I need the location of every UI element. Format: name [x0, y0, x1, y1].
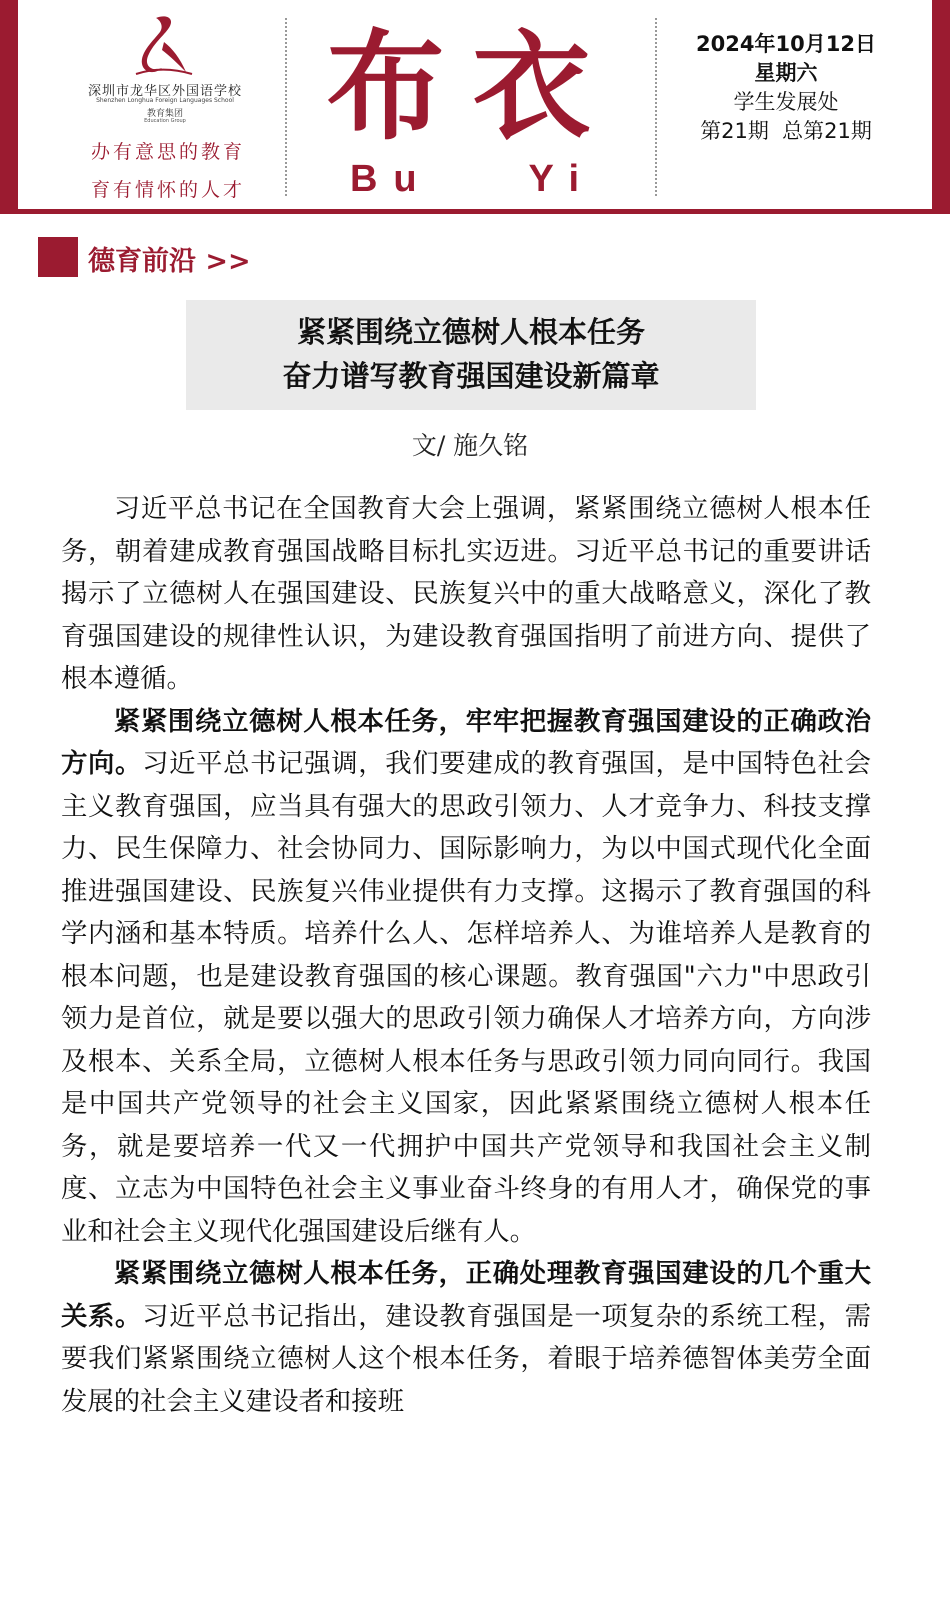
headline-line-1: 紧紧围绕立德树人根本任务: [296, 315, 645, 349]
masthead-right-bar: [932, 0, 950, 214]
issue-weekday: 星期六: [754, 61, 818, 85]
group-name: 教育集团: [146, 109, 183, 119]
paragraph-2-body: 习近平总书记强调，我们要建成的教育强国，是中国特色社会主义教育强国，应当具有强大的思政引领力、人才竞争力、科技支撑力、民生保障力、社会协同力、国际影响力，为以中国式现代化全面推进强国建设、民族复兴伟业提供有力支撑。这揭示了教育强国的科学内涵和基本特质。培养什么人、怎样培养人、为谁培养人是教育的根本问题，也是建设教育强国的核心课题。教育强国"六力"中思政引领力是首位，就是要以强大的思政引领力确保人才培养方向，方向涉及根本、关系全局，立德树人根本任务与思政引领力同向同行。我国是中国共产党领导的社会主义国家，因此紧紧围绕立德树人根本任务，就是要培养一代又一代拥护中国共产党领导和我国社会主义制度、立志为中国特色社会主义事业奋斗终身的有用人才，确保党的事业和社会主义现代化强国建设后继有人。: [61, 748, 872, 1247]
issue-date: 2024年10月12日: [696, 32, 876, 56]
section-marker: [38, 237, 78, 277]
school-logo-icon: [126, 12, 198, 80]
newsletter-title-en: Bu Yi: [349, 158, 596, 200]
masthead-divider-left: [285, 18, 287, 196]
masthead-bottom-rule: [0, 209, 950, 214]
issue-department: 学生发展处: [733, 90, 839, 114]
motto-line-2: 育有情怀的人才: [90, 179, 245, 201]
paragraph-1: 习近平总书记在全国教育大会上强调，紧紧围绕立德树人根本任务，朝着建成教育强国战略目标扎实迈进。习近平总书记的重要讲话揭示了立德树人在强国建设、民族复兴中的重大战略意义，深化了教育强国建设的规律性认识，为建设教育强国指明了前进方向、提供了根本遵循。: [61, 493, 871, 694]
paragraph-2: [61, 701, 871, 1254]
headline-box: [186, 300, 756, 410]
motto-line-1: 办有意思的教育: [90, 141, 245, 163]
masthead-divider-right: [655, 18, 657, 196]
school-name: 深圳市龙华区外国语学校: [87, 84, 242, 99]
masthead-left-bar: [0, 0, 18, 214]
issue-number: 第21期 总第21期: [700, 119, 872, 143]
newsletter-title: 布衣: [326, 17, 619, 156]
group-name-en: Education Group: [144, 118, 186, 124]
article-body: [61, 488, 871, 1423]
paragraph-3-body: 习近平总书记指出，建设教育强国是一项复杂的系统工程，需要我们紧紧围绕立德树人这个根本任务，着眼于培养德智体美劳全面发展的社会主义建设者和接班: [61, 1300, 872, 1417]
section-title: 德育前沿 >>: [88, 246, 251, 277]
byline: 文/ 施久铭: [411, 431, 529, 460]
paragraph-3: [61, 1253, 871, 1423]
school-name-en: Shenzhen Longhua Foreign Languages School: [96, 97, 234, 104]
paragraph-3-lead: 紧紧围绕立德树人根本任务，正确处理教育强国建设的几个重大关系。: [61, 1258, 871, 1332]
headline-line-2: 奋力谱写教育强国建设新篇章: [282, 359, 660, 393]
paragraph-2-lead: 紧紧围绕立德树人根本任务，牢牢把握教育强国建设的正确政治方向。: [61, 705, 871, 779]
masthead: [0, 0, 950, 214]
issue-info: [662, 30, 910, 146]
